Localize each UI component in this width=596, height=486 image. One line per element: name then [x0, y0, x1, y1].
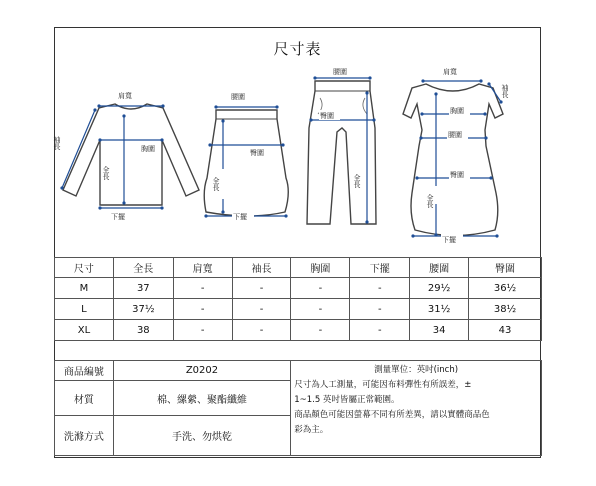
skirt-diagram: [204, 91, 288, 221]
chart-title: 尺寸表: [273, 40, 322, 58]
value-cell: -: [350, 299, 410, 320]
top-chest-label: 胸圍: [141, 145, 155, 153]
size-cell: L: [55, 299, 114, 320]
header-cell: 臀圍: [469, 258, 542, 278]
product-code-value: Z0202: [113, 361, 290, 381]
top-length-label: 全長: [102, 166, 110, 180]
product-code-label: 商品編號: [55, 361, 114, 381]
wash-label: 洗滌方式: [55, 416, 114, 456]
dress-chest-label: 胸圍: [450, 107, 464, 115]
size-cell: XL: [55, 320, 114, 341]
pants-diagram: [307, 66, 376, 224]
note-line: 1~1.5 英吋皆屬正常範圍。: [294, 395, 400, 405]
size-chart-sheet: [54, 27, 541, 458]
pants-hip-label: 臀圍: [320, 112, 334, 120]
top-sleeve-label: 袖長: [53, 136, 61, 150]
skirt-hip-label: 臀圍: [250, 149, 264, 157]
value-cell: 37½: [113, 299, 173, 320]
value-cell: 38: [113, 320, 173, 341]
dress-sleeve-label: 袖長: [501, 84, 509, 98]
value-cell: 29½: [410, 278, 469, 299]
dress-hip-label: 臀圍: [450, 171, 464, 179]
note-line: 彩為主。: [294, 425, 329, 435]
pants-length-label: 全長: [353, 174, 361, 188]
note-line: 商品顏色可能因螢幕不同有所差異，請以實體商品色: [294, 410, 490, 420]
header-cell: 下擺: [350, 258, 410, 278]
dress-waist-label: 腰圍: [448, 131, 462, 139]
material-value: 棉、縲縈、聚酯纖維: [113, 381, 290, 416]
value-cell: -: [173, 320, 232, 341]
value-cell: -: [173, 278, 232, 299]
skirt-length-label: 全長: [212, 177, 220, 191]
skirt-waist-label: 腰圍: [231, 93, 245, 101]
unit-note: 測量單位：英吋(inch): [374, 365, 459, 375]
wash-value: 手洗、勿烘乾: [113, 416, 290, 456]
notes-cell: [291, 361, 542, 456]
header-cell: 腰圍: [410, 258, 469, 278]
value-cell: -: [291, 299, 350, 320]
value-cell: -: [232, 299, 291, 320]
value-cell: 36½: [469, 278, 542, 299]
value-cell: 37: [113, 278, 173, 299]
info-row-code: [55, 361, 542, 381]
value-cell: -: [350, 278, 410, 299]
top-shoulder-label: 肩寬: [118, 92, 132, 100]
top-diagram: [53, 90, 199, 221]
pants-waist-label: 腰圍: [333, 68, 347, 76]
skirt-hem-label: 下擺: [233, 213, 247, 221]
header-cell: 全長: [113, 258, 173, 278]
value-cell: -: [291, 278, 350, 299]
dress-diagram: [403, 66, 509, 244]
dress-length-label: 全長: [426, 194, 434, 208]
size-table-header: [55, 258, 542, 278]
table-row: [55, 299, 542, 320]
top-hem-label: 下擺: [111, 213, 125, 221]
value-cell: 38½: [469, 299, 542, 320]
header-cell: 肩寬: [173, 258, 232, 278]
value-cell: -: [232, 278, 291, 299]
table-row: [55, 278, 542, 299]
header-cell: 袖長: [232, 258, 291, 278]
value-cell: -: [173, 299, 232, 320]
note-line: 尺寸為人工測量，可能因布料彈性有所誤差，±: [294, 380, 472, 390]
size-cell: M: [55, 278, 114, 299]
header-cell: 尺寸: [55, 258, 114, 278]
dress-shoulder-label: 肩寬: [443, 68, 457, 76]
value-cell: -: [232, 320, 291, 341]
size-table: [54, 257, 542, 341]
value-cell: 43: [469, 320, 542, 341]
table-row: [55, 320, 542, 341]
value-cell: -: [291, 320, 350, 341]
value-cell: -: [350, 320, 410, 341]
value-cell: 34: [410, 320, 469, 341]
dress-hem-label: 下擺: [442, 236, 456, 244]
garment-diagrams: [55, 28, 542, 258]
value-cell: 31½: [410, 299, 469, 320]
product-info-table: [54, 360, 542, 456]
header-cell: 胸圍: [291, 258, 350, 278]
material-label: 材質: [55, 381, 114, 416]
